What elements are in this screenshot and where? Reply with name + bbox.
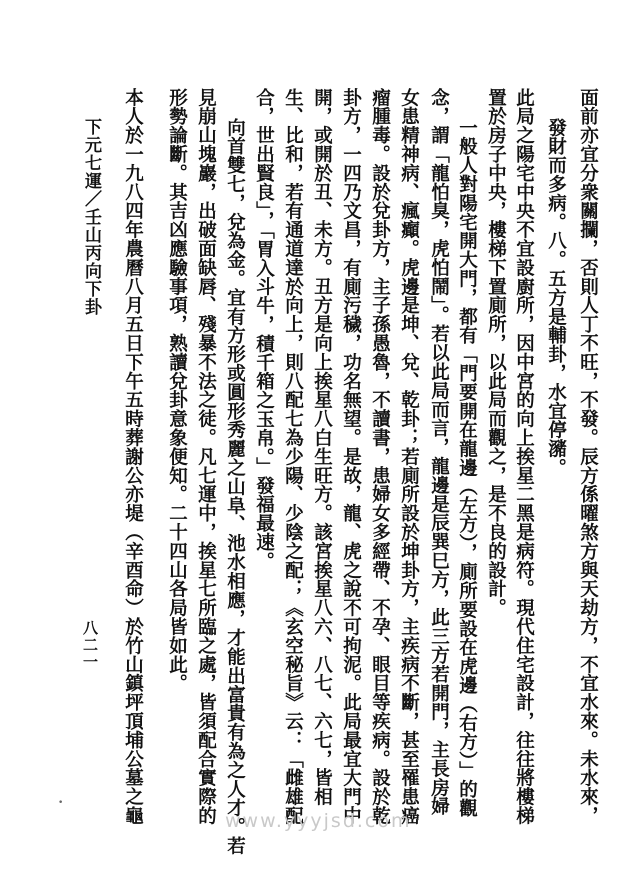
watermark: www.yyyjsd.com <box>225 810 412 832</box>
text-column-4: 置於房子中央，樓梯下置廁所，以此局而觀之，是不良的設計。 <box>485 88 507 618</box>
text-column-1: 面前亦宜分衆關攔，否則人丁不旺，不發。辰方係曜煞方與天劫方，不宜水來。未水來， <box>577 88 599 826</box>
text-column-7: 女患精神病、瘋癲。虎邊是坤、兌、乾卦；若廁所設於坤卦方，主疾病不斷，甚至罹患癌 <box>398 88 420 826</box>
text-column-12: 合，世出賢良」，「胃入斗牛，積千箱之玉帛。」發福最速。 <box>253 88 275 571</box>
text-column-11: 生、比和，若有通道達於向上，則八配七為少陽、少陰之配；《玄空秘旨》云：「雌雄配 <box>282 88 304 826</box>
text-column-15: 形勢論斷。其吉凶應驗事項，熟讀兌卦意象便知。二十四山各局皆如此。 <box>166 88 188 693</box>
text-column-8: 瘤腫毒。設於兌卦方，主子孫愚魯，不讀書，患婦女多經帶、不孕、眼目等疾病。設於乾 <box>369 88 391 826</box>
text-column-9: 卦方，一四乃文昌，有廁污穢，功名無望。是故，龍、虎之說不可拘泥。此局最宜大門中 <box>340 88 362 826</box>
running-footer-title: 下元七運／壬山丙向下卦 <box>81 118 101 316</box>
text-column-2: 發財而多病。八。五方是輔卦，水宜停瀦。 <box>545 118 567 478</box>
scan-speck: • <box>58 798 64 808</box>
text-column-5: 一般人對陽宅開大門，都有「門要開在龍邊（左方），廁所要設在虎邊（右方）」的觀 <box>456 118 478 818</box>
page-number: 八二一 <box>81 620 99 671</box>
text-column-6: 念，謂「龍怕臭，虎怕鬧」。若以此局而言，龍邊是辰巽巳方，此三方若開門，主長房婦 <box>428 88 450 816</box>
text-column-3: 此局之陽宅中央不宜設廚所，因中宮的向上挨星二黑是病符。現代住宅設計，往往將樓梯 <box>513 88 535 826</box>
text-column-13: 向首雙七，兌為金。宜有方形或圓形秀麗之山阜、池水相應，才能出富貴有為之人才。若 <box>224 118 246 856</box>
text-column-10: 開，或開於丑、未方。丑方是向上挨星八白生旺方。該宮挨星八六、八七、六七，皆相 <box>311 88 333 807</box>
text-column-14: 見崩山塊巖，出破面缺唇、殘暴不法之徒。凡七運中，挨星七所臨之處，皆須配合實際的 <box>195 88 217 826</box>
text-column-16: 本人於一九八四年農曆八月五日下午五時葬謝公亦堤（辛酉命）於竹山鎮坪頂埔公墓之龜 <box>122 88 144 826</box>
